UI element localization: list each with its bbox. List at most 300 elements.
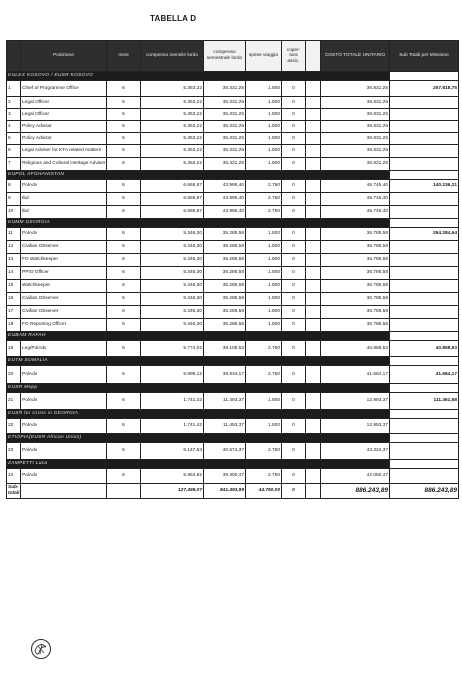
total-insurance: 0 <box>282 484 306 499</box>
insurance: 0 <box>282 180 306 193</box>
travel-costs: 1.500 <box>246 109 282 121</box>
row-number: 9 <box>7 193 21 206</box>
blank-cell <box>306 419 321 434</box>
travel-costs: 1.500 <box>246 306 282 319</box>
table-row <box>7 158 459 171</box>
section-name: EUSR for Crisis in GEORGIA <box>7 410 390 419</box>
position-name: PPIO Officer <box>21 267 107 280</box>
table-row <box>7 109 459 121</box>
section-name: EULEX KOSOVO / EUSR KOSOVO <box>7 72 390 81</box>
mission-subtotal <box>390 97 459 109</box>
section-name: EUTM SOMALIA <box>7 357 390 366</box>
section-header <box>7 410 459 419</box>
mission-subtotal: 40.858,53 <box>390 341 459 357</box>
row-number: 1 <box>7 81 21 97</box>
monthly-pay: 5.346,30 <box>141 254 204 267</box>
unit-total: 36.831,25 <box>321 133 390 145</box>
table-row <box>7 267 459 280</box>
table-row <box>7 419 459 434</box>
blank-cell <box>306 180 321 193</box>
row-number: 19 <box>7 341 21 357</box>
mission-subtotal <box>390 145 459 158</box>
semester-pay: 35.285,58 <box>204 228 246 241</box>
semester-pay: 43.995,40 <box>204 180 246 193</box>
total-blank <box>306 484 321 499</box>
insurance: 0 <box>282 319 306 332</box>
travel-costs: 2.750 <box>246 443 282 460</box>
row-number: 17 <box>7 306 21 319</box>
section-header <box>7 332 459 341</box>
travel-costs: 1.500 <box>246 280 282 293</box>
insurance: 0 <box>282 81 306 97</box>
mission-subtotal <box>390 193 459 206</box>
total-travel: 44.750,00 <box>246 484 282 499</box>
header-compenso-semestrale: compenso semestrale lordo <box>204 41 246 72</box>
row-number: 20 <box>7 366 21 384</box>
position-name: PolAdv <box>21 393 107 410</box>
position-name: Civilian Observer <box>21 293 107 306</box>
position-name: tbd <box>21 193 107 206</box>
table-row <box>7 393 459 410</box>
monthly-pay: 5.346,30 <box>141 280 204 293</box>
semester-pay: 35.331,25 <box>204 121 246 133</box>
mission-subtotal <box>390 254 459 267</box>
row-number: 24 <box>7 469 21 484</box>
position-name: Policy Advisor <box>21 121 107 133</box>
header-copertura: coper- tura assic. <box>282 41 306 72</box>
insurance: 0 <box>282 419 306 434</box>
blank-cell <box>306 145 321 158</box>
table-row <box>7 319 459 332</box>
unit-total: 46.745,40 <box>321 180 390 193</box>
months: 6 <box>107 193 141 206</box>
travel-costs: 1.500 <box>246 293 282 306</box>
unit-total: 42.050,47 <box>321 469 390 484</box>
semester-pay: 39.300,47 <box>204 469 246 484</box>
unit-total: 36.831,25 <box>321 109 390 121</box>
cost-table <box>6 40 459 499</box>
semester-pay: 11.493,37 <box>204 419 246 434</box>
months: 6 <box>107 443 141 460</box>
months: 6 <box>107 469 141 484</box>
blank-cell <box>306 267 321 280</box>
travel-costs: 2.750 <box>246 206 282 219</box>
position-name: Legal Officer <box>21 109 107 121</box>
insurance: 0 <box>282 241 306 254</box>
months: 6 <box>107 366 141 384</box>
row-number: 14 <box>7 267 21 280</box>
position-name: Legal Officer <box>21 97 107 109</box>
insurance: 0 <box>282 366 306 384</box>
insurance: 0 <box>282 121 306 133</box>
table-row <box>7 180 459 193</box>
row-number: 6 <box>7 145 21 158</box>
semester-pay: 35.331,25 <box>204 97 246 109</box>
unit-total: 36.831,25 <box>321 81 390 97</box>
position-name: PolAdv <box>21 419 107 434</box>
table-row <box>7 97 459 109</box>
total-label: Sub-totali <box>7 484 21 499</box>
header-mesi: mesi <box>107 41 141 72</box>
semester-pay: 43.995,40 <box>204 193 246 206</box>
monthly-pay: 5.353,22 <box>141 145 204 158</box>
row-number: 5 <box>7 133 21 145</box>
mission-subtotal <box>390 133 459 145</box>
section-name: EUBAM RAFAH <box>7 332 390 341</box>
travel-costs: 1.500 <box>246 319 282 332</box>
table-row <box>7 81 459 97</box>
mission-subtotal <box>390 109 459 121</box>
section-name: EUMM GEORGIA <box>7 219 390 228</box>
blank-cell <box>306 341 321 357</box>
mission-subtotal <box>390 443 459 460</box>
insurance: 0 <box>282 109 306 121</box>
blank-cell <box>306 193 321 206</box>
blank-cell <box>306 133 321 145</box>
travel-costs: 1.500 <box>246 81 282 97</box>
semester-pay: 40.574,37 <box>204 443 246 460</box>
header-compenso-mensile: compenso mensile lordo <box>141 41 204 72</box>
unit-total: 36.831,25 <box>321 97 390 109</box>
months: 6 <box>107 341 141 357</box>
monthly-pay: 5.899,12 <box>141 366 204 384</box>
blank-cell <box>306 97 321 109</box>
insurance: 0 <box>282 267 306 280</box>
section-gap <box>390 72 459 81</box>
monthly-pay: 5.346,30 <box>141 319 204 332</box>
position-name: Chief of Programme Office <box>21 81 107 97</box>
travel-costs: 1.500 <box>246 254 282 267</box>
travel-costs: 1.500 <box>246 145 282 158</box>
table-row <box>7 241 459 254</box>
row-number: 23 <box>7 443 21 460</box>
blank-cell <box>306 81 321 97</box>
table-row <box>7 193 459 206</box>
table-row <box>7 341 459 357</box>
position-name: Leg/PolAdv <box>21 341 107 357</box>
travel-costs: 1.500 <box>246 241 282 254</box>
position-name: PolAdv <box>21 366 107 384</box>
months: 6 <box>107 267 141 280</box>
monthly-pay: 5.346,30 <box>141 293 204 306</box>
stamp-seal <box>30 638 52 660</box>
semester-pay: 43.995,40 <box>204 206 246 219</box>
monthly-pay: 6.665,97 <box>141 206 204 219</box>
blank-cell <box>306 109 321 121</box>
table-row <box>7 306 459 319</box>
blank-cell <box>306 469 321 484</box>
section-header <box>7 460 459 469</box>
position-name: Watchkeeper <box>21 280 107 293</box>
row-number: 7 <box>7 158 21 171</box>
semester-pay: 35.331,25 <box>204 133 246 145</box>
travel-costs: 1.500 <box>246 228 282 241</box>
position-name: FO Reporting Officer <box>21 319 107 332</box>
header-costo-totale: COSTO TOTALE UNITARIO <box>321 41 390 72</box>
section-gap <box>390 434 459 443</box>
position-name: PolAdv <box>21 443 107 460</box>
position-name: PolAdv <box>21 469 107 484</box>
table-row <box>7 145 459 158</box>
insurance: 0 <box>282 280 306 293</box>
position-name: tbd <box>21 206 107 219</box>
header-blank <box>306 41 321 72</box>
section-name: EUPOL AFGHANISTAN <box>7 171 390 180</box>
insurance: 0 <box>282 193 306 206</box>
header-row <box>7 41 459 72</box>
months: 6 <box>107 206 141 219</box>
semester-pay: 35.331,25 <box>204 145 246 158</box>
monthly-pay: 5.346,30 <box>141 228 204 241</box>
mission-subtotal <box>390 158 459 171</box>
insurance: 0 <box>282 293 306 306</box>
insurance: 0 <box>282 443 306 460</box>
position-name: Religious and Cultural Heritage Adviser <box>21 158 107 171</box>
mission-subtotal <box>390 319 459 332</box>
section-gap <box>390 332 459 341</box>
months: 6 <box>107 97 141 109</box>
total-subtotal: 886.243,89 <box>390 484 459 499</box>
months: 6 <box>107 121 141 133</box>
unit-total: 36.831,25 <box>321 145 390 158</box>
row-number: 3 <box>7 109 21 121</box>
semester-pay: 38.108,53 <box>204 341 246 357</box>
total-semester: 841.493,89 <box>204 484 246 499</box>
total-monthly: 127.499,07 <box>141 484 204 499</box>
insurance: 0 <box>282 97 306 109</box>
position-name: PolAdv <box>21 228 107 241</box>
position-name: Policy Advisor <box>21 133 107 145</box>
months: 6 <box>107 109 141 121</box>
mission-subtotal <box>390 469 459 484</box>
unit-total: 36.785,58 <box>321 293 390 306</box>
months: 6 <box>107 306 141 319</box>
months: 6 <box>107 81 141 97</box>
unit-total: 36.785,58 <box>321 228 390 241</box>
travel-costs: 1.500 <box>246 267 282 280</box>
mission-subtotal <box>390 306 459 319</box>
header-index <box>7 41 21 72</box>
travel-costs: 2.750 <box>246 180 282 193</box>
mission-subtotal <box>390 293 459 306</box>
mission-subtotal: 111.361,58 <box>390 393 459 410</box>
mission-subtotal <box>390 121 459 133</box>
mission-subtotal: 41.684,17 <box>390 366 459 384</box>
unit-total: 36.785,58 <box>321 267 390 280</box>
total-unit-cost: 886.243,89 <box>321 484 390 499</box>
months: 6 <box>107 228 141 241</box>
mission-subtotal <box>390 206 459 219</box>
row-number: 4 <box>7 121 21 133</box>
section-name: ETIOPIA(EUSR African Union) <box>7 434 390 443</box>
semester-pay: 35.331,25 <box>204 81 246 97</box>
insurance: 0 <box>282 393 306 410</box>
unit-total: 36.831,25 <box>321 158 390 171</box>
table-row <box>7 366 459 384</box>
months: 6 <box>107 180 141 193</box>
months: 6 <box>107 145 141 158</box>
insurance: 0 <box>282 306 306 319</box>
unit-total: 41.684,17 <box>321 366 390 384</box>
travel-costs: 1.500 <box>246 419 282 434</box>
monthly-pay: 5.353,22 <box>141 81 204 97</box>
mission-subtotal <box>390 280 459 293</box>
months: 6 <box>107 158 141 171</box>
mission-subtotal: 140.236,21 <box>390 180 459 193</box>
table-row <box>7 254 459 267</box>
travel-costs: 2.750 <box>246 193 282 206</box>
months: 6 <box>107 419 141 434</box>
travel-costs: 2.750 <box>246 341 282 357</box>
row-number: 21 <box>7 393 21 410</box>
row-number: 2 <box>7 97 21 109</box>
table-row <box>7 121 459 133</box>
position-name: Civilian Observer <box>21 241 107 254</box>
unit-total: 36.785,58 <box>321 280 390 293</box>
section-gap <box>390 219 459 228</box>
section-header <box>7 384 459 393</box>
table-row <box>7 469 459 484</box>
position-name: FO Watchkeeper <box>21 254 107 267</box>
section-header <box>7 219 459 228</box>
position-name: Legal Adviser for KTA related matters <box>21 145 107 158</box>
row-number: 16 <box>7 293 21 306</box>
blank-cell <box>306 366 321 384</box>
table-row <box>7 133 459 145</box>
mission-subtotal: 294.284,64 <box>390 228 459 241</box>
unit-total: 36.785,58 <box>321 319 390 332</box>
blank-cell <box>306 206 321 219</box>
monthly-pay: 6.665,97 <box>141 180 204 193</box>
travel-costs: 1.500 <box>246 97 282 109</box>
mission-subtotal <box>390 241 459 254</box>
section-header <box>7 72 459 81</box>
travel-costs: 1.500 <box>246 121 282 133</box>
blank-cell <box>306 254 321 267</box>
position-name: Civilian Observer <box>21 306 107 319</box>
months: 6 <box>107 133 141 145</box>
semester-pay: 11.493,37 <box>204 393 246 410</box>
section-header <box>7 357 459 366</box>
months: 6 <box>107 241 141 254</box>
monthly-pay: 5.353,22 <box>141 133 204 145</box>
travel-costs: 1.500 <box>246 133 282 145</box>
mission-subtotal <box>390 267 459 280</box>
mission-subtotal <box>390 419 459 434</box>
monthly-pay: 1.741,42 <box>141 393 204 410</box>
blank-cell <box>306 443 321 460</box>
monthly-pay: 1.741,42 <box>141 419 204 434</box>
insurance: 0 <box>282 254 306 267</box>
row-number: 22 <box>7 419 21 434</box>
blank-cell <box>306 158 321 171</box>
semester-pay: 35.285,58 <box>204 267 246 280</box>
monthly-pay: 6.665,97 <box>141 193 204 206</box>
unit-total: 36.785,58 <box>321 306 390 319</box>
page-title: TABELLA D <box>150 14 197 23</box>
unit-total: 12.993,37 <box>321 393 390 410</box>
semester-pay: 35.285,58 <box>204 319 246 332</box>
total-blank <box>107 484 141 499</box>
monthly-pay: 6.147,53 <box>141 443 204 460</box>
insurance: 0 <box>282 206 306 219</box>
table-row <box>7 206 459 219</box>
insurance: 0 <box>282 228 306 241</box>
semester-pay: 35.285,58 <box>204 306 246 319</box>
table-row <box>7 443 459 460</box>
semester-pay: 35.285,58 <box>204 293 246 306</box>
unit-total: 46.745,40 <box>321 206 390 219</box>
travel-costs: 1.500 <box>246 393 282 410</box>
position-name: PolAdv <box>21 180 107 193</box>
monthly-pay: 5.353,22 <box>141 121 204 133</box>
insurance: 0 <box>282 469 306 484</box>
header-spese-viaggio: spese viaggio <box>246 41 282 72</box>
table-row <box>7 228 459 241</box>
months: 6 <box>107 393 141 410</box>
unit-total: 43.324,37 <box>321 443 390 460</box>
blank-cell <box>306 306 321 319</box>
semester-pay: 35.331,25 <box>204 158 246 171</box>
blank-cell <box>306 293 321 306</box>
months: 6 <box>107 293 141 306</box>
semester-pay: 35.285,58 <box>204 280 246 293</box>
blank-cell <box>306 241 321 254</box>
travel-costs: 1.500 <box>246 158 282 171</box>
monthly-pay: 5.353,22 <box>141 158 204 171</box>
months: 6 <box>107 254 141 267</box>
semester-pay: 35.285,58 <box>204 241 246 254</box>
insurance: 0 <box>282 341 306 357</box>
blank-cell <box>306 228 321 241</box>
section-header <box>7 171 459 180</box>
months: 6 <box>107 280 141 293</box>
semester-pay: 35.331,25 <box>204 109 246 121</box>
header-posizione: Posizione <box>21 41 107 72</box>
section-gap <box>390 410 459 419</box>
insurance: 0 <box>282 158 306 171</box>
table-row <box>7 280 459 293</box>
total-blank <box>21 484 107 499</box>
blank-cell <box>306 393 321 410</box>
months: 6 <box>107 319 141 332</box>
section-gap <box>390 384 459 393</box>
unit-total: 36.831,25 <box>321 121 390 133</box>
row-number: 11 <box>7 228 21 241</box>
section-header <box>7 434 459 443</box>
monthly-pay: 5.353,22 <box>141 109 204 121</box>
monthly-pay: 5.346,30 <box>141 267 204 280</box>
monthly-pay: 5.353,22 <box>141 97 204 109</box>
section-gap <box>390 460 459 469</box>
section-gap <box>390 357 459 366</box>
row-number: 8 <box>7 180 21 193</box>
unit-total: 36.785,58 <box>321 254 390 267</box>
unit-total: 46.745,40 <box>321 193 390 206</box>
blank-cell <box>306 280 321 293</box>
monthly-pay: 5.774,02 <box>141 341 204 357</box>
monthly-pay: 5.954,62 <box>141 469 204 484</box>
row-number: 13 <box>7 254 21 267</box>
travel-costs: 2.750 <box>246 469 282 484</box>
insurance: 0 <box>282 145 306 158</box>
total-row <box>7 484 459 499</box>
row-number: 10 <box>7 206 21 219</box>
insurance: 0 <box>282 133 306 145</box>
table-body <box>7 72 459 499</box>
section-name: EUSR Mepp <box>7 384 390 393</box>
semester-pay: 38.934,17 <box>204 366 246 384</box>
